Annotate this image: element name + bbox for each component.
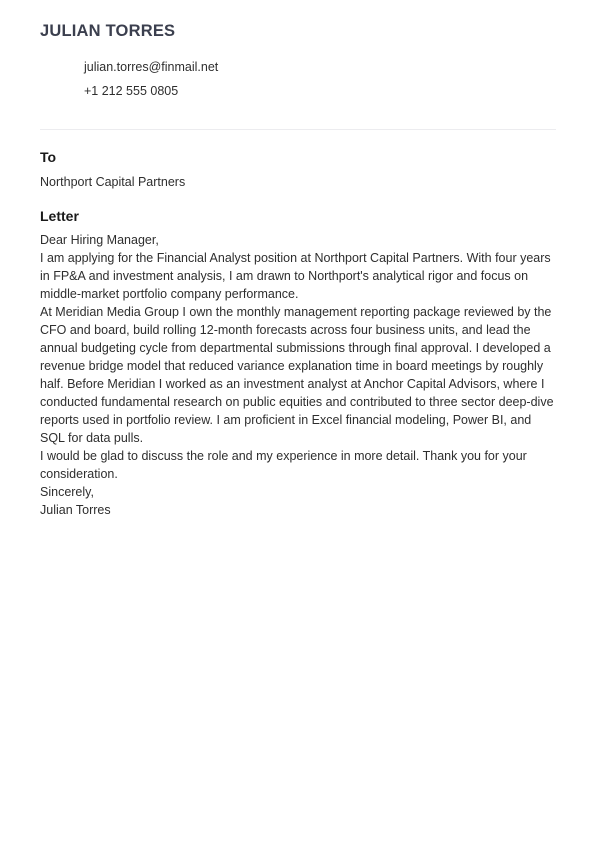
letter-greeting: Dear Hiring Manager, [40, 233, 159, 247]
phone-number: +1 212 555 0805 [84, 84, 179, 98]
letter-body [40, 231, 558, 519]
contact-block [84, 55, 218, 103]
applicant-name: JULIAN TORRES [40, 22, 176, 40]
header-divider [40, 129, 556, 130]
letter-paragraph: At Meridian Media Group I own the monthly management reporting package reviewed by the CFO and board, build rolling 12-month forecasts across four business units, and lead the annual budgeting cycle from departmental submissions through final approval. I developed a revenue bridge model that reduced variance explanation time in board meetings by roughly half. Before Meridian I worked as an investment analyst at Anchor Capital Advisors, where I conducted fundamental research on public equities and contributed to three sector deep-dive reports used in portfolio review. I am proficient in Excel financial modeling, Power BI, and SQL for data pulls. [40, 305, 554, 445]
cover-letter-page [40, 0, 556, 841]
to-section-title: To [40, 149, 57, 165]
email-address: julian.torres@finmail.net [84, 60, 219, 74]
letter-signature: Julian Torres [40, 503, 111, 517]
letter-paragraph: I am applying for the Financial Analyst position at Northport Capital Partners. With four years in FP&A and investment analysis, I am drawn to Northport's analytical rigor and focus on middle-market portfolio company performance. [40, 251, 551, 301]
letter-section-title: Letter [40, 208, 79, 224]
recipient-name: Northport Capital Partners [40, 175, 186, 189]
letter-paragraph: I would be glad to discuss the role and my experience in more detail. Thank you for your consideration. [40, 449, 527, 481]
letter-closing: Sincerely, [40, 485, 94, 499]
